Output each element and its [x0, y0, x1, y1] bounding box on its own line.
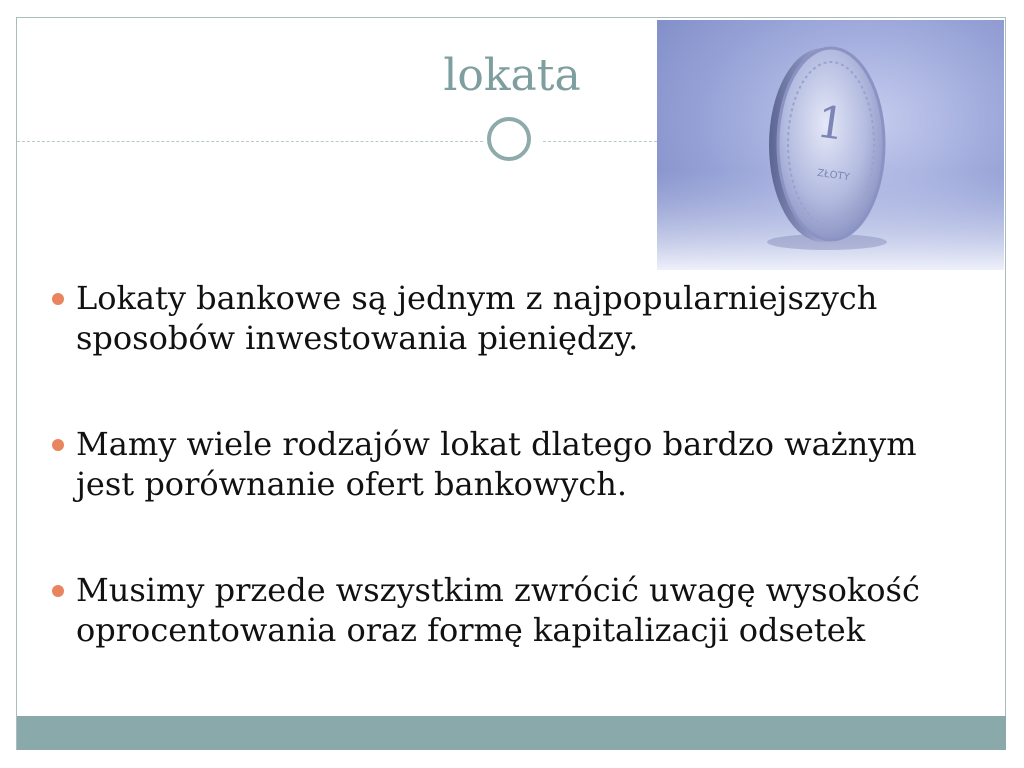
bullet-list [50, 278, 970, 716]
bullet-text: Mamy wiele rodzajów lokat dlatego bardzo ważnym jest porównanie ofert bankowych. [76, 425, 917, 503]
footer-band [17, 716, 1006, 750]
slide-title: lokata [443, 50, 581, 101]
bullet-item [50, 278, 970, 358]
coin-value-label: 1 [813, 96, 849, 151]
bullet-text: Musimy przede wszystkim zwrócić uwagę wysokość oprocentowania oraz formę kapitalizacji odsetek [76, 571, 920, 649]
title-divider-right [543, 141, 657, 142]
coin-marking-label: ZŁOTY [816, 167, 851, 184]
bullet-text: Lokaty bankowe są jednym z najpopularniejszych sposobów inwestowania pieniędzy. [76, 279, 878, 357]
bullet-dot-icon [52, 439, 64, 451]
title-divider-circle-icon [487, 117, 531, 161]
bullet-dot-icon [52, 585, 64, 597]
bullet-item [50, 570, 970, 650]
title-divider-left [17, 141, 483, 142]
bullet-item [50, 424, 970, 504]
bullet-dot-icon [52, 293, 64, 305]
